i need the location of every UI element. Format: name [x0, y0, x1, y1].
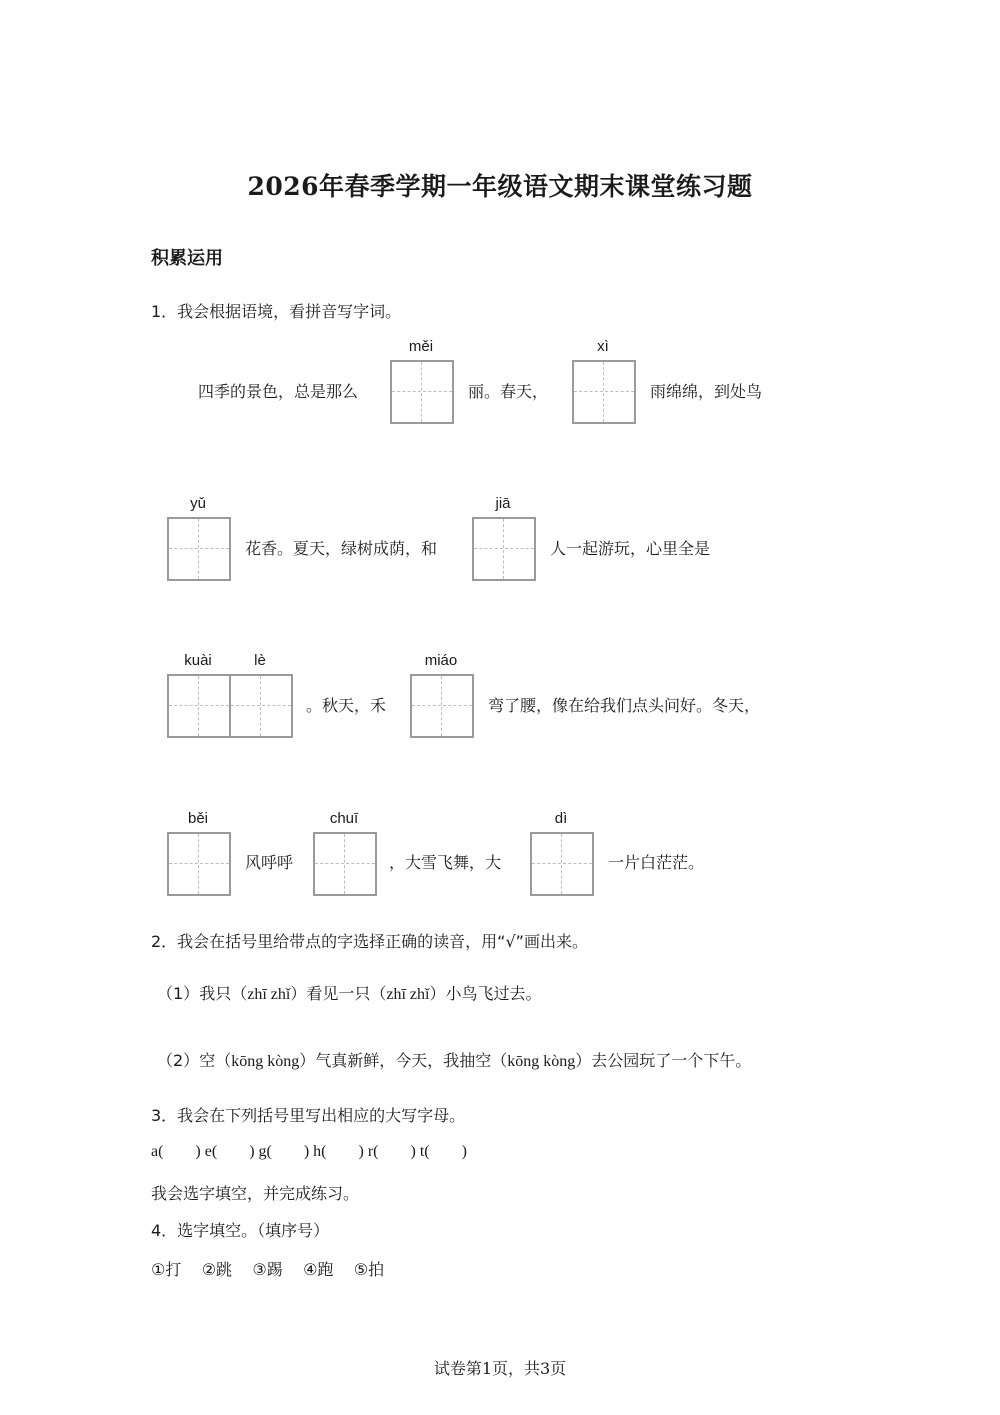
q2-item-2	[157, 1048, 751, 1071]
writing-box-kuai[interactable]	[167, 674, 231, 738]
pinyin-le: lè	[254, 652, 266, 669]
q2-item2-dotted-char-2: 空	[475, 1051, 492, 1070]
q2-item1-dotted-char-1: 只	[215, 984, 232, 1003]
pinyin-chui: chuī	[329, 810, 359, 827]
q1-row1-text-1: 四季的景色，总是那么	[198, 382, 359, 401]
pinyin-bei: běi	[187, 810, 209, 827]
pinyin-kuai: kuài	[184, 652, 212, 669]
q1-row1-text-3: 雨绵绵，到处鸟	[650, 382, 763, 401]
question-4-prompt: 4．选字填空。（填序号）	[151, 1221, 330, 1240]
q2-item2-text-b[interactable]: （kōng kòng）去公园玩了一个下午。	[491, 1053, 752, 1070]
q1-row2-text-2: 人一起游玩，心里全是	[550, 539, 711, 558]
q2-item-1	[157, 981, 541, 1004]
q2-item1-text-b[interactable]: （zhī zhǐ）看见一	[231, 986, 355, 1003]
q1-row3-text-1: 。秋天，禾	[306, 696, 387, 715]
pinyin-jia: jiā	[495, 495, 511, 512]
writing-box-xi[interactable]	[572, 360, 636, 424]
question-1-prompt: 1．我会根据语境，看拼音写字词。	[151, 302, 402, 321]
pinyin-miao: miáo	[424, 652, 458, 669]
question-2-prompt: 2．我会在括号里给带点的字选择正确的读音，用“√”画出来。	[151, 932, 588, 951]
writing-box-le[interactable]	[229, 674, 293, 738]
pinyin-yu: yǔ	[190, 495, 206, 512]
q2-item1-text-c[interactable]: （zhī zhǐ）小鸟飞过去。	[370, 986, 542, 1003]
writing-box-mei[interactable]	[390, 360, 454, 424]
q4-options: ①打 ②跳 ③踢 ④跑 ⑤拍	[151, 1260, 385, 1279]
writing-box-bei[interactable]	[167, 832, 231, 896]
q1-row2-text-1: 花香。夏天，绿树成荫，和	[245, 539, 438, 558]
q1-row4-text-3: 一片白茫茫。	[608, 853, 705, 872]
q2-item1-text-a: 我	[199, 984, 216, 1003]
writing-box-jia[interactable]	[472, 517, 536, 581]
q2-item1-number: （1）	[157, 984, 200, 1003]
section-heading: 积累运用	[151, 248, 223, 269]
q3-letter-blanks[interactable]: a( ) e( ) g( ) h( ) r( ) t( )	[151, 1143, 467, 1160]
pinyin-xi: xì	[597, 338, 609, 355]
page-title: 2026年春季学期一年级语文期末课堂练习题	[247, 172, 753, 201]
writing-box-chui[interactable]	[313, 832, 377, 896]
q1-row4-text-1: 风呼呼	[245, 853, 294, 872]
q1-row1-text-2: 丽。春天，	[468, 382, 549, 401]
q1-row4-text-2: ，大雪飞舞，大	[389, 853, 502, 872]
question-3-prompt: 3．我会在下列括号里写出相应的大写字母。	[151, 1106, 466, 1125]
writing-box-miao[interactable]	[410, 674, 474, 738]
page-footer: 试卷第1页，共3页	[433, 1359, 567, 1378]
pinyin-mei: měi	[408, 338, 434, 355]
q2-item2-dotted-char-1: 空	[199, 1051, 216, 1070]
q1-row3-text-2: 弯了腰，像在给我们点头问好。冬天，	[488, 696, 761, 715]
q2-item1-dotted-char-2: 只	[354, 984, 371, 1003]
q3-note: 我会选字填空，并完成练习。	[151, 1184, 360, 1203]
pinyin-di: dì	[554, 810, 568, 827]
q2-item2-text-a[interactable]: （kōng kòng）气真新鲜，今天，我抽	[215, 1053, 476, 1070]
writing-box-di[interactable]	[530, 832, 594, 896]
q2-item2-number: （2）	[157, 1051, 200, 1070]
writing-box-yu[interactable]	[167, 517, 231, 581]
